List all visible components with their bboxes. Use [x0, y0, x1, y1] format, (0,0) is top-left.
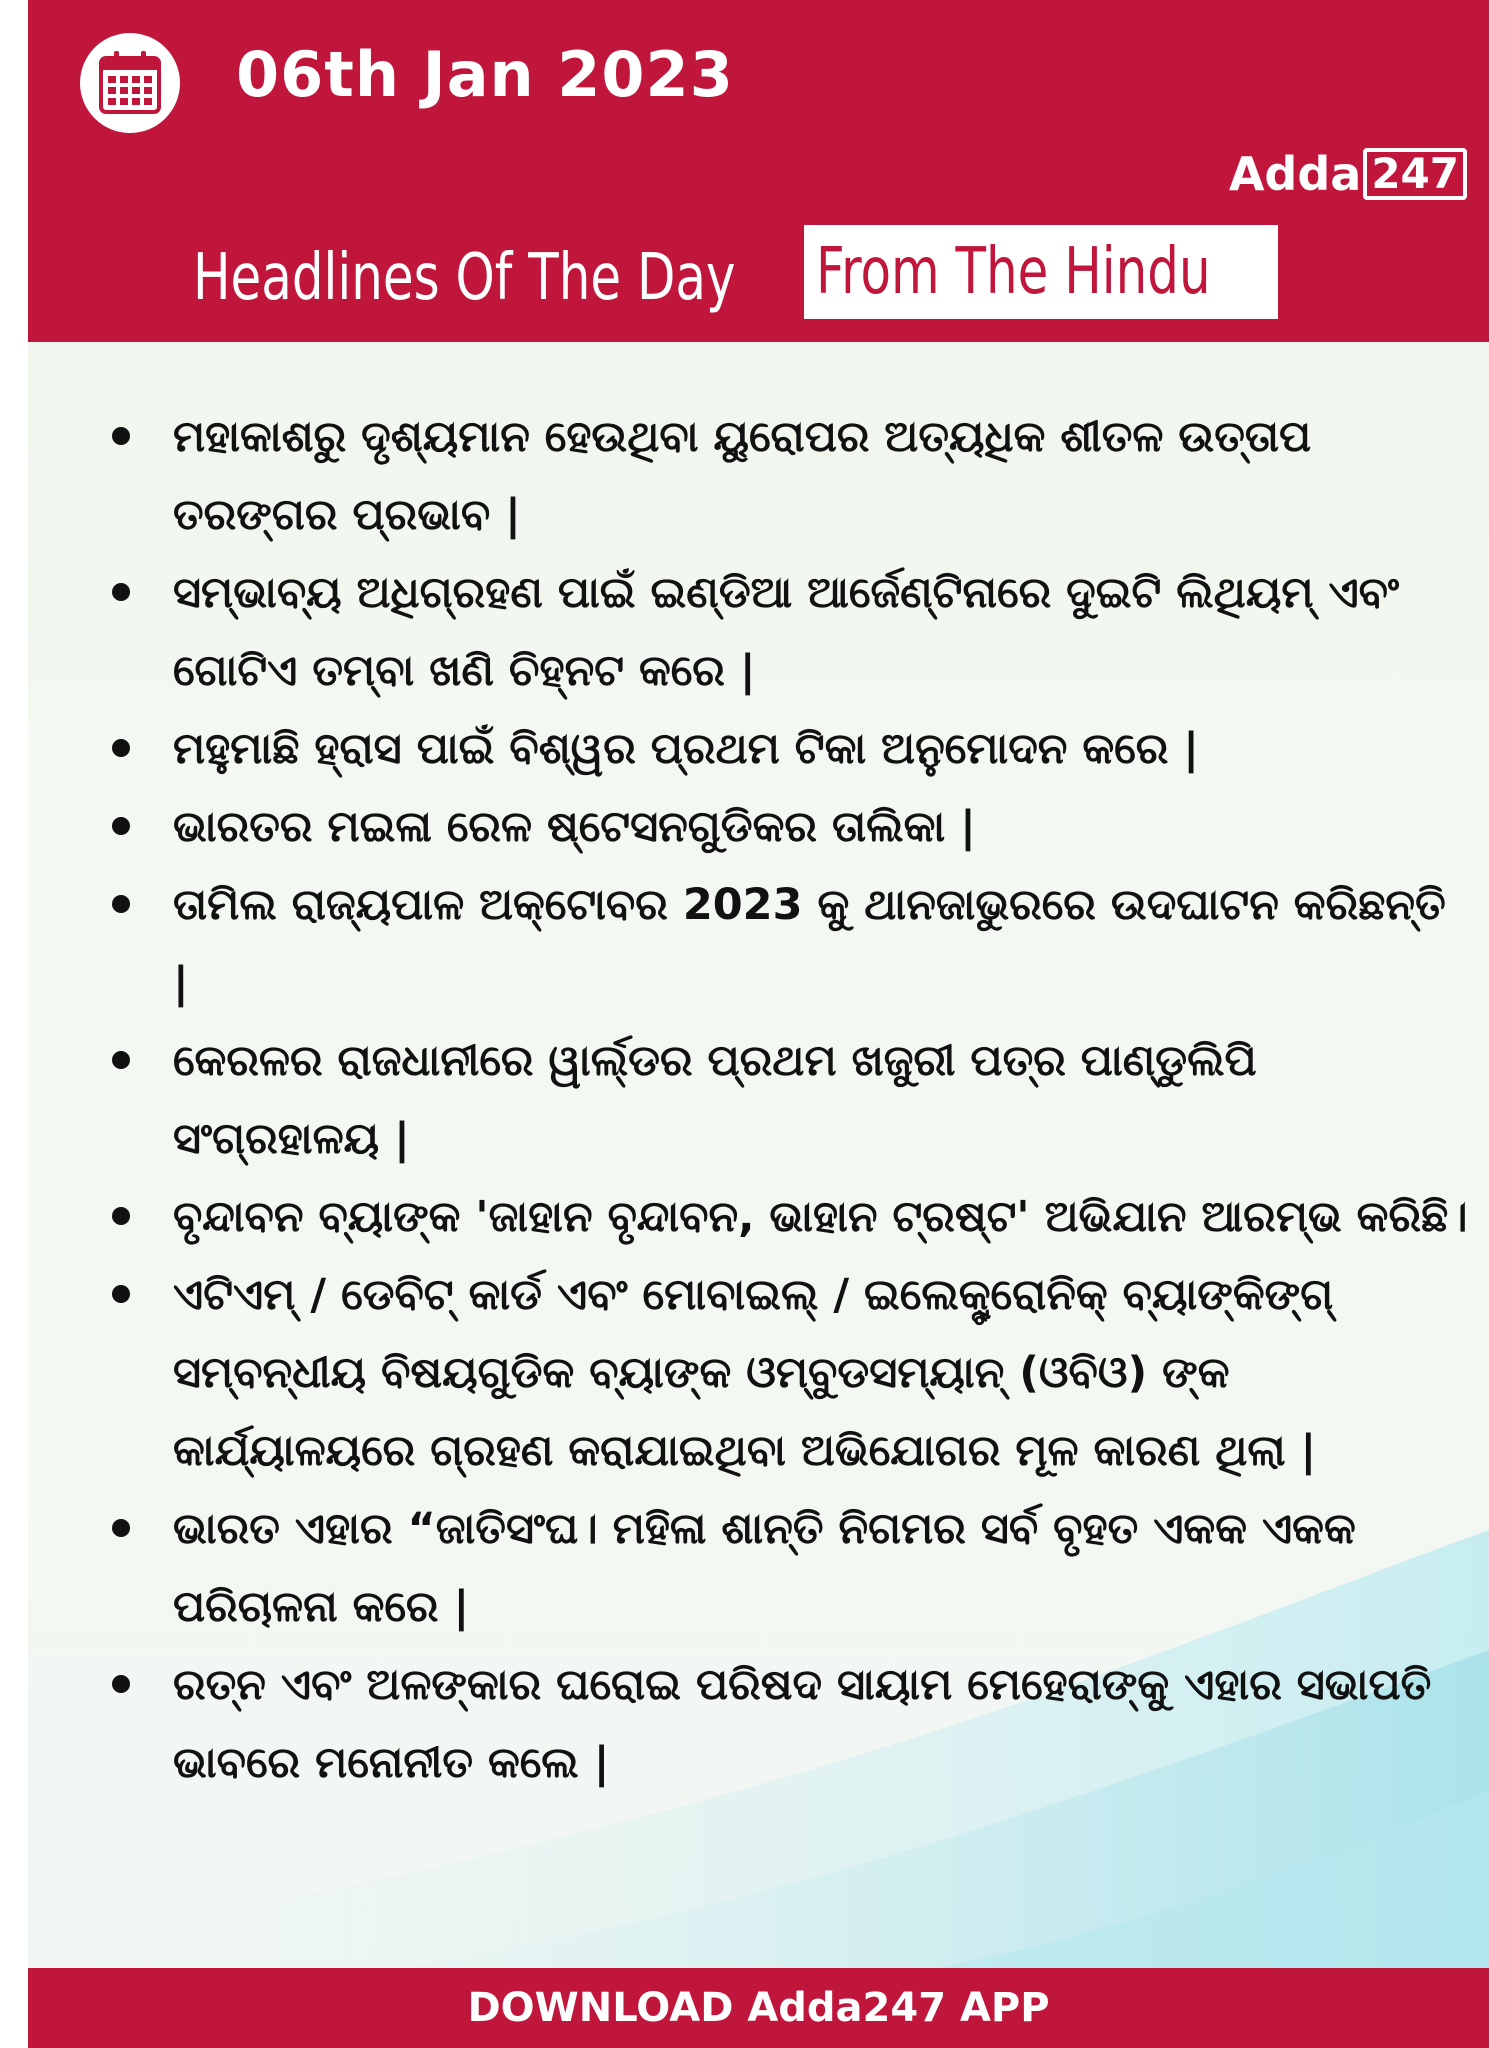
list-item	[98, 1178, 1468, 1256]
list-item	[98, 1490, 1468, 1646]
download-app-banner[interactable]	[28, 1968, 1489, 2048]
headline-text: ଭାରତ ଏହାର “ଜାତିସଂଘ। ମହିଳା ଶାନ୍ତି ନିଗମର ସର୍ବ ବୃହତ ଏକକ ଏକକ ପରିଚାଳନା କରେ |	[173, 1504, 1356, 1632]
adda247-logo	[1229, 146, 1467, 202]
bullet-icon	[112, 1207, 130, 1225]
page-title: Headlines Of The Day	[193, 241, 736, 315]
headline-text: ରତ୍ନ ଏବଂ ଅଳଙ୍କାର ଘରୋଇ ପରିଷଦ ସାୟାମ ମେହେରାଙ୍କୁ ଏହାର ସଭାପତି ଭାବରେ ମନୋନୀତ କଲେ |	[173, 1660, 1432, 1788]
headline-text: ମହୁମାଛି ହ୍ରାସ ପାଇଁ ବିଶ୍ୱର ପ୍ରଥମ ଟିକା ଅନୁମୋଦନ କରେ |	[173, 724, 1199, 774]
headline-text: ବୃନ୍ଦାବନ ବ୍ୟାଙ୍କ 'ଜାହାନ ବୃନ୍ଦାବନ, ଭାହାନ ଟ୍ରଷ୍ଟ' ଅଭିଯାନ ଆରମ୍ଭ କରିଛି।	[173, 1192, 1468, 1242]
headline-text: ମହାକାଶରୁ ଦୃଶ୍ୟମାନ ହେଉଥିବା ୟୁରୋପର ଅତ୍ୟଧିକ ଶୀତଳ ଉତ୍ତାପ ତରଙ୍ଗର ପ୍ରଭାବ |	[173, 412, 1312, 540]
bullet-icon	[112, 1285, 130, 1303]
logo-text: Adda	[1228, 147, 1362, 201]
list-item	[98, 1646, 1468, 1802]
headline-text: ତାମିଲ ରାଜ୍ୟପାଳ ଅକ୍ଟୋବର 2023 କୁ ଥାନଜାଭୁରରେ ଉଦଘାଟନ କରିଛନ୍ତି |	[173, 880, 1446, 1008]
bullet-icon	[112, 1519, 130, 1537]
bullet-icon	[112, 895, 130, 913]
source-badge	[804, 225, 1278, 319]
headline-text: ଏଟିଏମ୍ / ଡେବିଟ୍ କାର୍ଡ ଏବଂ ମୋବାଇଲ୍ / ଇଲେକ୍ଟ୍ରୋନିକ୍ ବ୍ୟାଙ୍କିଙ୍ଗ୍ ସମ୍ବନ୍ଧୀୟ ବିଷୟଗୁଡିକ ବ୍ୟାଙ୍କ ଓମ୍ବୁଡସମ୍ୟାନ୍ (ଓବିଓ) ଙ୍କ କାର୍ଯ୍ୟାଳୟରେ ଗ୍ରହଣ କରାଯାଇଥିବା ଅଭିଯୋଗର ମୂଳ କାରଣ ଥିଲା |	[173, 1270, 1334, 1476]
list-item	[98, 398, 1468, 554]
date-label: 06th Jan 2023	[236, 38, 734, 111]
calendar-badge	[80, 33, 180, 133]
list-item	[98, 710, 1468, 788]
bullet-icon	[112, 1051, 130, 1069]
bullet-icon	[112, 817, 130, 835]
header-banner	[28, 0, 1489, 342]
list-item	[98, 554, 1468, 710]
list-item	[98, 866, 1468, 1022]
download-app-label[interactable]: DOWNLOAD Adda247 APP	[467, 1985, 1050, 2031]
bullet-icon	[112, 427, 130, 445]
headlines-card	[28, 0, 1489, 2048]
headline-text: ଭାରତର ମଇଳା ରେଳ ଷ୍ଟେସନଗୁଡିକର ତାଲିକା |	[173, 802, 976, 852]
headline-text: ସମ୍ଭାବ୍ୟ ଅଧିଗ୍ରହଣ ପାଇଁ ଇଣ୍ଡିଆ ଆର୍ଜେଣ୍ଟିନାରେ ଦୁଇଟି ଲିଥିୟମ୍ ଏବଂ ଗୋଟିଏ ତମ୍ବା ଖଣି ଚିହ୍ନଟ କରେ |	[173, 568, 1400, 696]
source-label: From The Hindu	[816, 235, 1211, 309]
headline-text: କେରଳର ରାଜଧାନୀରେ ୱାର୍ଲ୍ଡର ପ୍ରଥମ ଖଜୁରୀ ପତ୍ର ପାଣ୍ଡୁଲିପି ସଂଗ୍ରହାଳୟ |	[173, 1036, 1257, 1164]
logo-number: 247	[1363, 148, 1467, 200]
headline-list	[98, 398, 1468, 1802]
calendar-icon	[98, 49, 162, 115]
list-item	[98, 1022, 1468, 1178]
list-item	[98, 1256, 1468, 1490]
bullet-icon	[112, 739, 130, 757]
list-item	[98, 788, 1468, 866]
bullet-icon	[112, 583, 130, 601]
bullet-icon	[112, 1675, 130, 1693]
